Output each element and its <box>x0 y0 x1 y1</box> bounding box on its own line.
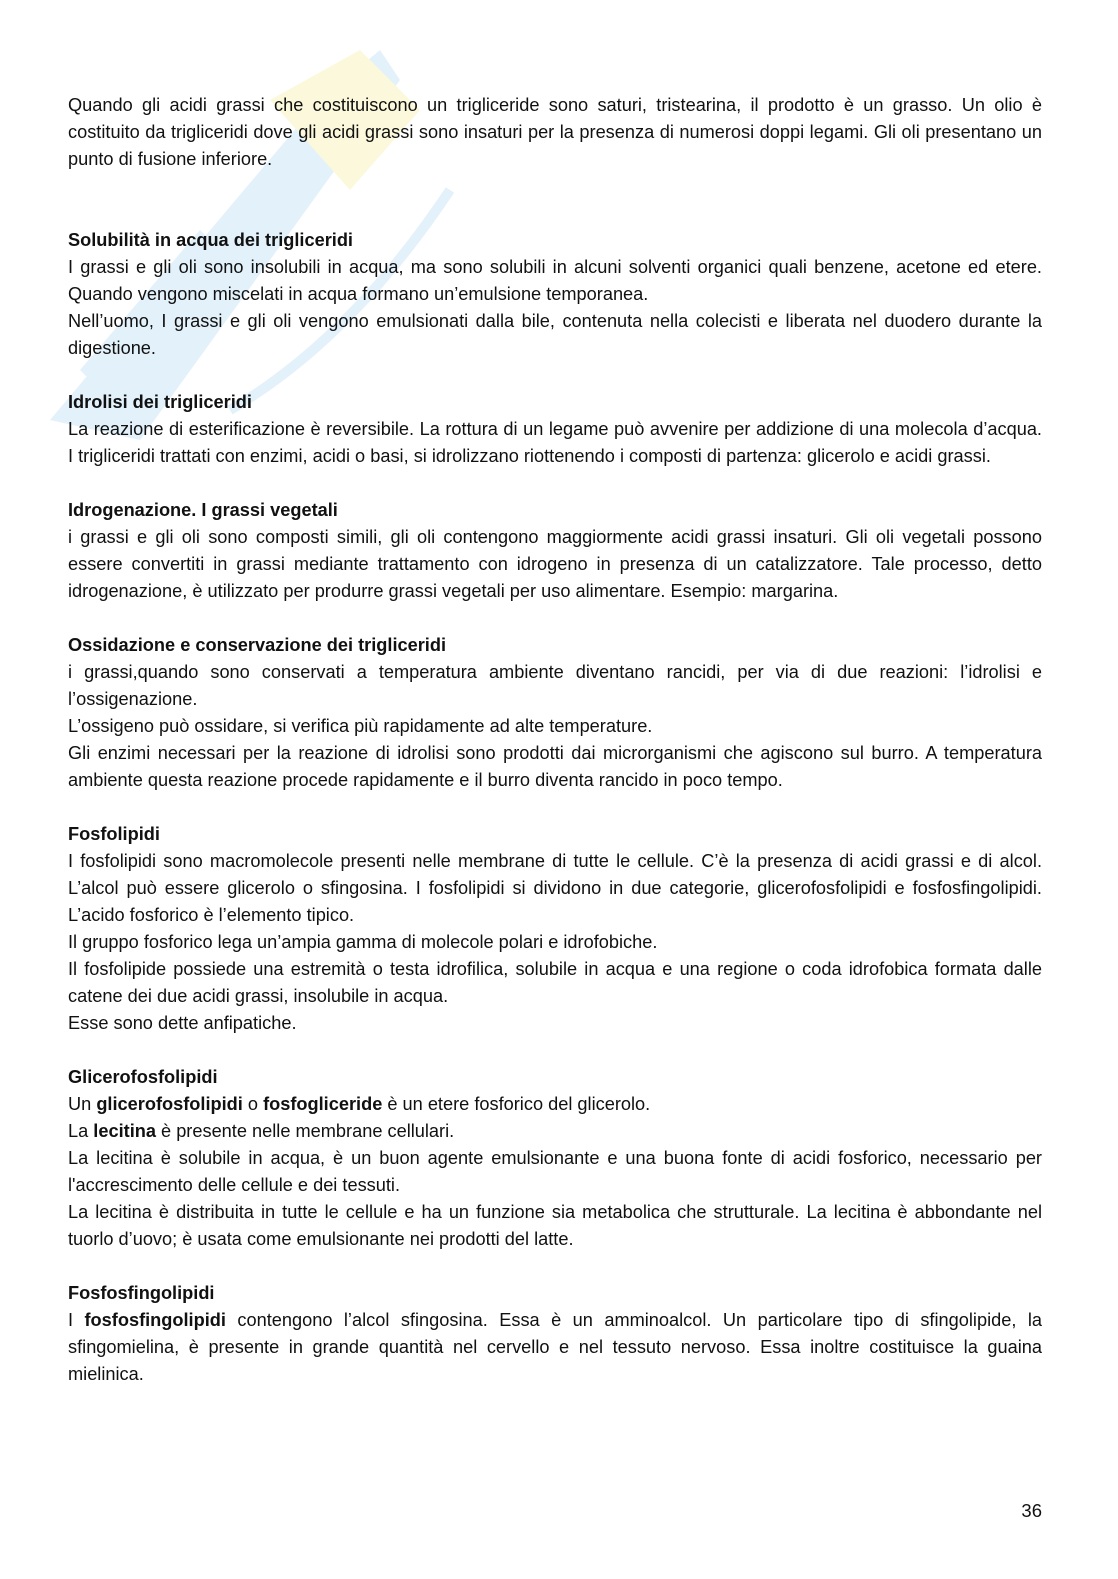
text-run: Un <box>68 1094 97 1114</box>
text-run: o <box>242 1094 264 1114</box>
paragraph: L’ossigeno può ossidare, si verifica più rapidamente ad alte temperature. <box>68 716 653 736</box>
text-run: è un etere fosforico del glicerolo. <box>382 1094 651 1114</box>
section-title-idrogenazione: Idrogenazione. I grassi vegetali <box>68 500 338 520</box>
section-title-idrolisi: Idrolisi dei trigliceridi <box>68 392 252 412</box>
document-body <box>68 92 1042 1388</box>
bold-term: fosfosfingolipidi <box>84 1310 226 1330</box>
paragraph <box>68 1091 1042 1118</box>
paragraph: I grassi e gli oli sono insolubili in acqua, ma sono solubili in alcuni solventi organici quali benzene, acetone ed etere. Quando vengono miscelati in acqua formano un’emulsione temporanea. <box>68 257 1042 304</box>
paragraph: Il fosfolipide possiede una estremità o testa idrofilica, solubile in acqua e una regione o coda idrofobica formata dalle catene dei due acidi grassi, insolubile in acqua. <box>68 959 1042 1006</box>
paragraph: La reazione di esterificazione è reversibile. La rottura di un legame può avvenire per addizione di una molecola d’acqua. I trigliceridi trattati con enzimi, acidi o basi, si idrolizzano riottenendo i composti di partenza: glicerolo e acidi grassi. <box>68 419 1042 466</box>
paragraph: La lecitina è distribuita in tutte le cellule e ha un funzione sia metabolica che strutturale. La lecitina è abbondante nel tuorlo d’uovo; è usata come emulsionante nei prodotti del latte. <box>68 1202 1042 1249</box>
paragraph: La lecitina è solubile in acqua, è un buon agente emulsionante e una buona fonte di acidi fosforico, necessario per l'accrescimento delle cellule e dei tessuti. <box>68 1148 1042 1195</box>
paragraph: i grassi,quando sono conservati a temperatura ambiente diventano rancidi, per via di due reazioni: l’idrolisi e l’ossigenazione. <box>68 662 1042 709</box>
bold-term: fosfogliceride <box>263 1094 383 1114</box>
page-number: 36 <box>1021 1500 1042 1521</box>
paragraph: I fosfolipidi sono macromolecole presenti nelle membrane di tutte le cellule. C’è la presenza di acidi grassi e di alcol. L’alcol può essere glicerolo o sfingosina. I fosfolipidi si dividono in due categorie, glicerofosfolipidi e fosfosfingolipidi. L’acido fosforico è l’elemento tipico. <box>68 851 1042 925</box>
paragraph <box>68 1307 1042 1388</box>
section-title-solubilita: Solubilità in acqua dei trigliceridi <box>68 230 353 250</box>
paragraph <box>68 1118 1042 1145</box>
bold-term: glicerofosfolipidi <box>96 1094 243 1114</box>
text-run: è presente nelle membrane cellulari. <box>155 1121 455 1141</box>
section-title-ossidazione: Ossidazione e conservazione dei trigliceridi <box>68 635 447 655</box>
intro-paragraph: Quando gli acidi grassi che costituiscono un trigliceride sono saturi, tristearina, il prodotto è un grasso. Un olio è costituito da trigliceridi dove gli acidi grassi sono insaturi per la presenza di numerosi doppi legami. Gli oli presentano un punto di fusione inferiore. <box>68 95 1042 169</box>
section-title-glicerofosfolipidi: Glicerofosfolipidi <box>68 1067 218 1087</box>
text-run: La <box>68 1121 94 1141</box>
section-title-fosfosfingolipidi: Fosfosfingolipidi <box>68 1283 215 1303</box>
paragraph: Nell’uomo, I grassi e gli oli vengono emulsionati dalla bile, contenuta nella colecisti e liberata nel duodero durante la digestione. <box>68 311 1042 358</box>
text-run: I <box>68 1310 85 1330</box>
paragraph: Gli enzimi necessari per la reazione di idrolisi sono prodotti dai microrganismi che agiscono sul burro. A temperatura ambiente questa reazione procede rapidamente e il burro diventa rancido in poco tempo. <box>68 743 1042 790</box>
paragraph: i grassi e gli oli sono composti simili, gli oli contengono maggiormente acidi grassi insaturi. Gli oli vegetali possono essere convertiti in grassi mediante trattamento con idrogeno in presenza di un catalizzatore. Tale processo, detto idrogenazione, è utilizzato per produrre grassi vegetali per uso alimentare. Esempio: margarina. <box>68 527 1042 601</box>
paragraph: Esse sono dette anfipatiche. <box>68 1013 297 1033</box>
text-run: contengono l’alcol sfingosina. Essa è un amminoalcol. Un particolare tipo di sfingolipide, la sfingomielina, è presente in grande quantità nel cervello e nel tessuto nervoso. Essa inoltre costituisce la guaina mielinica. <box>68 1310 1042 1384</box>
bold-term: lecitina <box>93 1121 156 1141</box>
section-title-fosfolipidi: Fosfolipidi <box>68 824 160 844</box>
paragraph: Il gruppo fosforico lega un’ampia gamma di molecole polari e idrofobiche. <box>68 932 658 952</box>
